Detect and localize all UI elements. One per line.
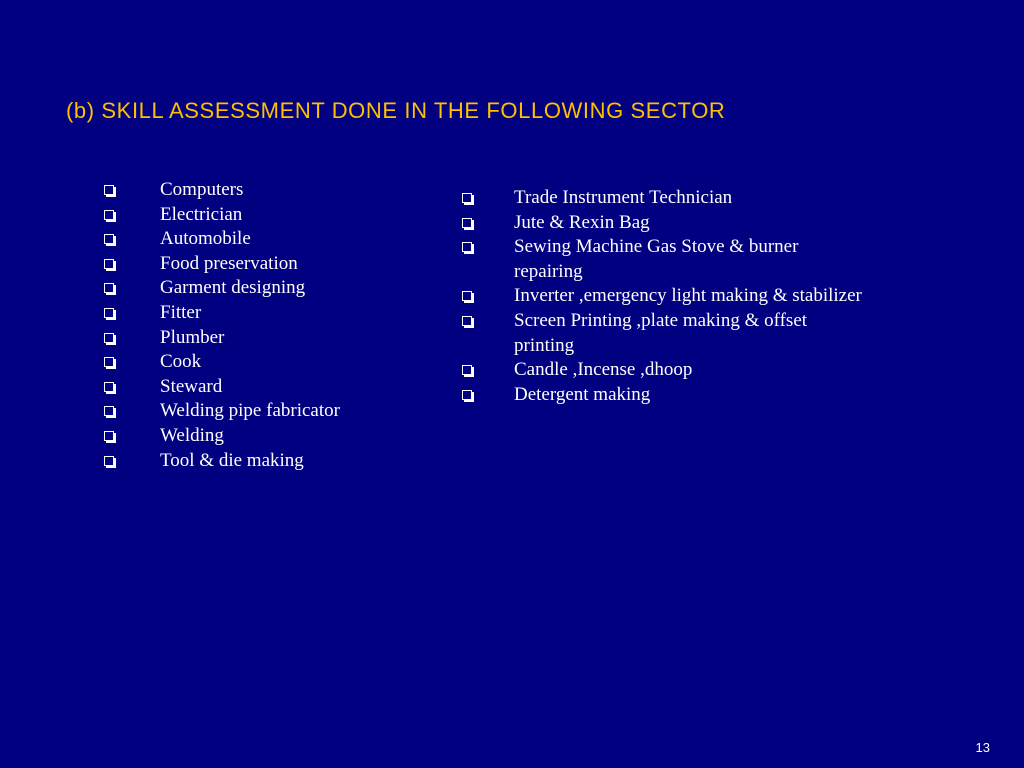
list-item: [462, 383, 862, 408]
page-number: 13: [975, 740, 990, 755]
list-item-label: Garment designing: [160, 277, 306, 299]
square-bullet-icon: [462, 390, 472, 400]
list-item: [104, 424, 424, 449]
list-item: [462, 309, 862, 358]
list-item-label: Cook: [160, 351, 202, 373]
square-bullet-icon: [104, 210, 114, 220]
square-bullet-icon: [104, 333, 114, 343]
right-sector-list: [462, 186, 862, 407]
square-bullet-icon: [462, 218, 472, 228]
list-item: [104, 252, 424, 277]
list-item-label: Jute & Rexin Bag: [514, 211, 650, 233]
list-item-label: Inverter ,emergency light making & stabilizer: [514, 285, 862, 307]
list-item-label: Tool & die making: [160, 449, 304, 471]
list-item-label: Screen Printing ,plate making & offset printing: [514, 309, 808, 356]
square-bullet-icon: [104, 357, 114, 367]
list-item-label: Computers: [160, 179, 244, 200]
list-item-label: Steward: [160, 375, 223, 397]
list-item-label: Trade Instrument Technician: [514, 187, 733, 208]
square-bullet-icon: [104, 259, 114, 269]
list-item: [462, 284, 862, 309]
list-item-label: Candle ,Incense ,dhoop: [514, 359, 693, 381]
list-item-label: Food preservation: [160, 252, 298, 274]
list-item: [462, 186, 862, 211]
square-bullet-icon: [104, 431, 114, 441]
square-bullet-icon: [462, 242, 472, 252]
square-bullet-icon: [462, 365, 472, 375]
square-bullet-icon: [104, 456, 114, 466]
list-item: [462, 211, 862, 236]
list-item: [104, 326, 424, 351]
square-bullet-icon: [104, 406, 114, 416]
square-bullet-icon: [462, 193, 472, 203]
square-bullet-icon: [104, 234, 114, 244]
list-item: [462, 358, 862, 383]
list-item: [462, 235, 862, 284]
square-bullet-icon: [104, 185, 114, 195]
list-item-label: Fitter: [160, 301, 202, 323]
square-bullet-icon: [104, 283, 114, 293]
list-item-label: Sewing Machine Gas Stove & burner repairing: [514, 236, 799, 282]
list-item: [104, 203, 424, 228]
list-item: [104, 227, 424, 252]
list-item: [104, 399, 424, 424]
square-bullet-icon: [104, 382, 114, 392]
list-item-label: Welding pipe fabricator: [160, 400, 340, 422]
list-item: [104, 301, 424, 326]
list-item-label: Welding: [160, 424, 224, 446]
list-item: [104, 449, 424, 474]
square-bullet-icon: [462, 291, 472, 301]
list-item: [104, 178, 424, 203]
left-sector-list: [104, 178, 424, 473]
square-bullet-icon: [104, 308, 114, 318]
list-item: [104, 276, 424, 301]
list-item-label: Plumber: [160, 326, 225, 348]
list-item-label: Automobile: [160, 228, 251, 250]
list-item-label: Electrician: [160, 203, 243, 225]
square-bullet-icon: [462, 316, 472, 326]
list-item: [104, 350, 424, 375]
list-item: [104, 375, 424, 400]
slide-title: (b) SKILL ASSESSMENT DONE IN THE FOLLOWING SECTOR: [66, 98, 726, 123]
list-item-label: Detergent making: [514, 383, 651, 405]
